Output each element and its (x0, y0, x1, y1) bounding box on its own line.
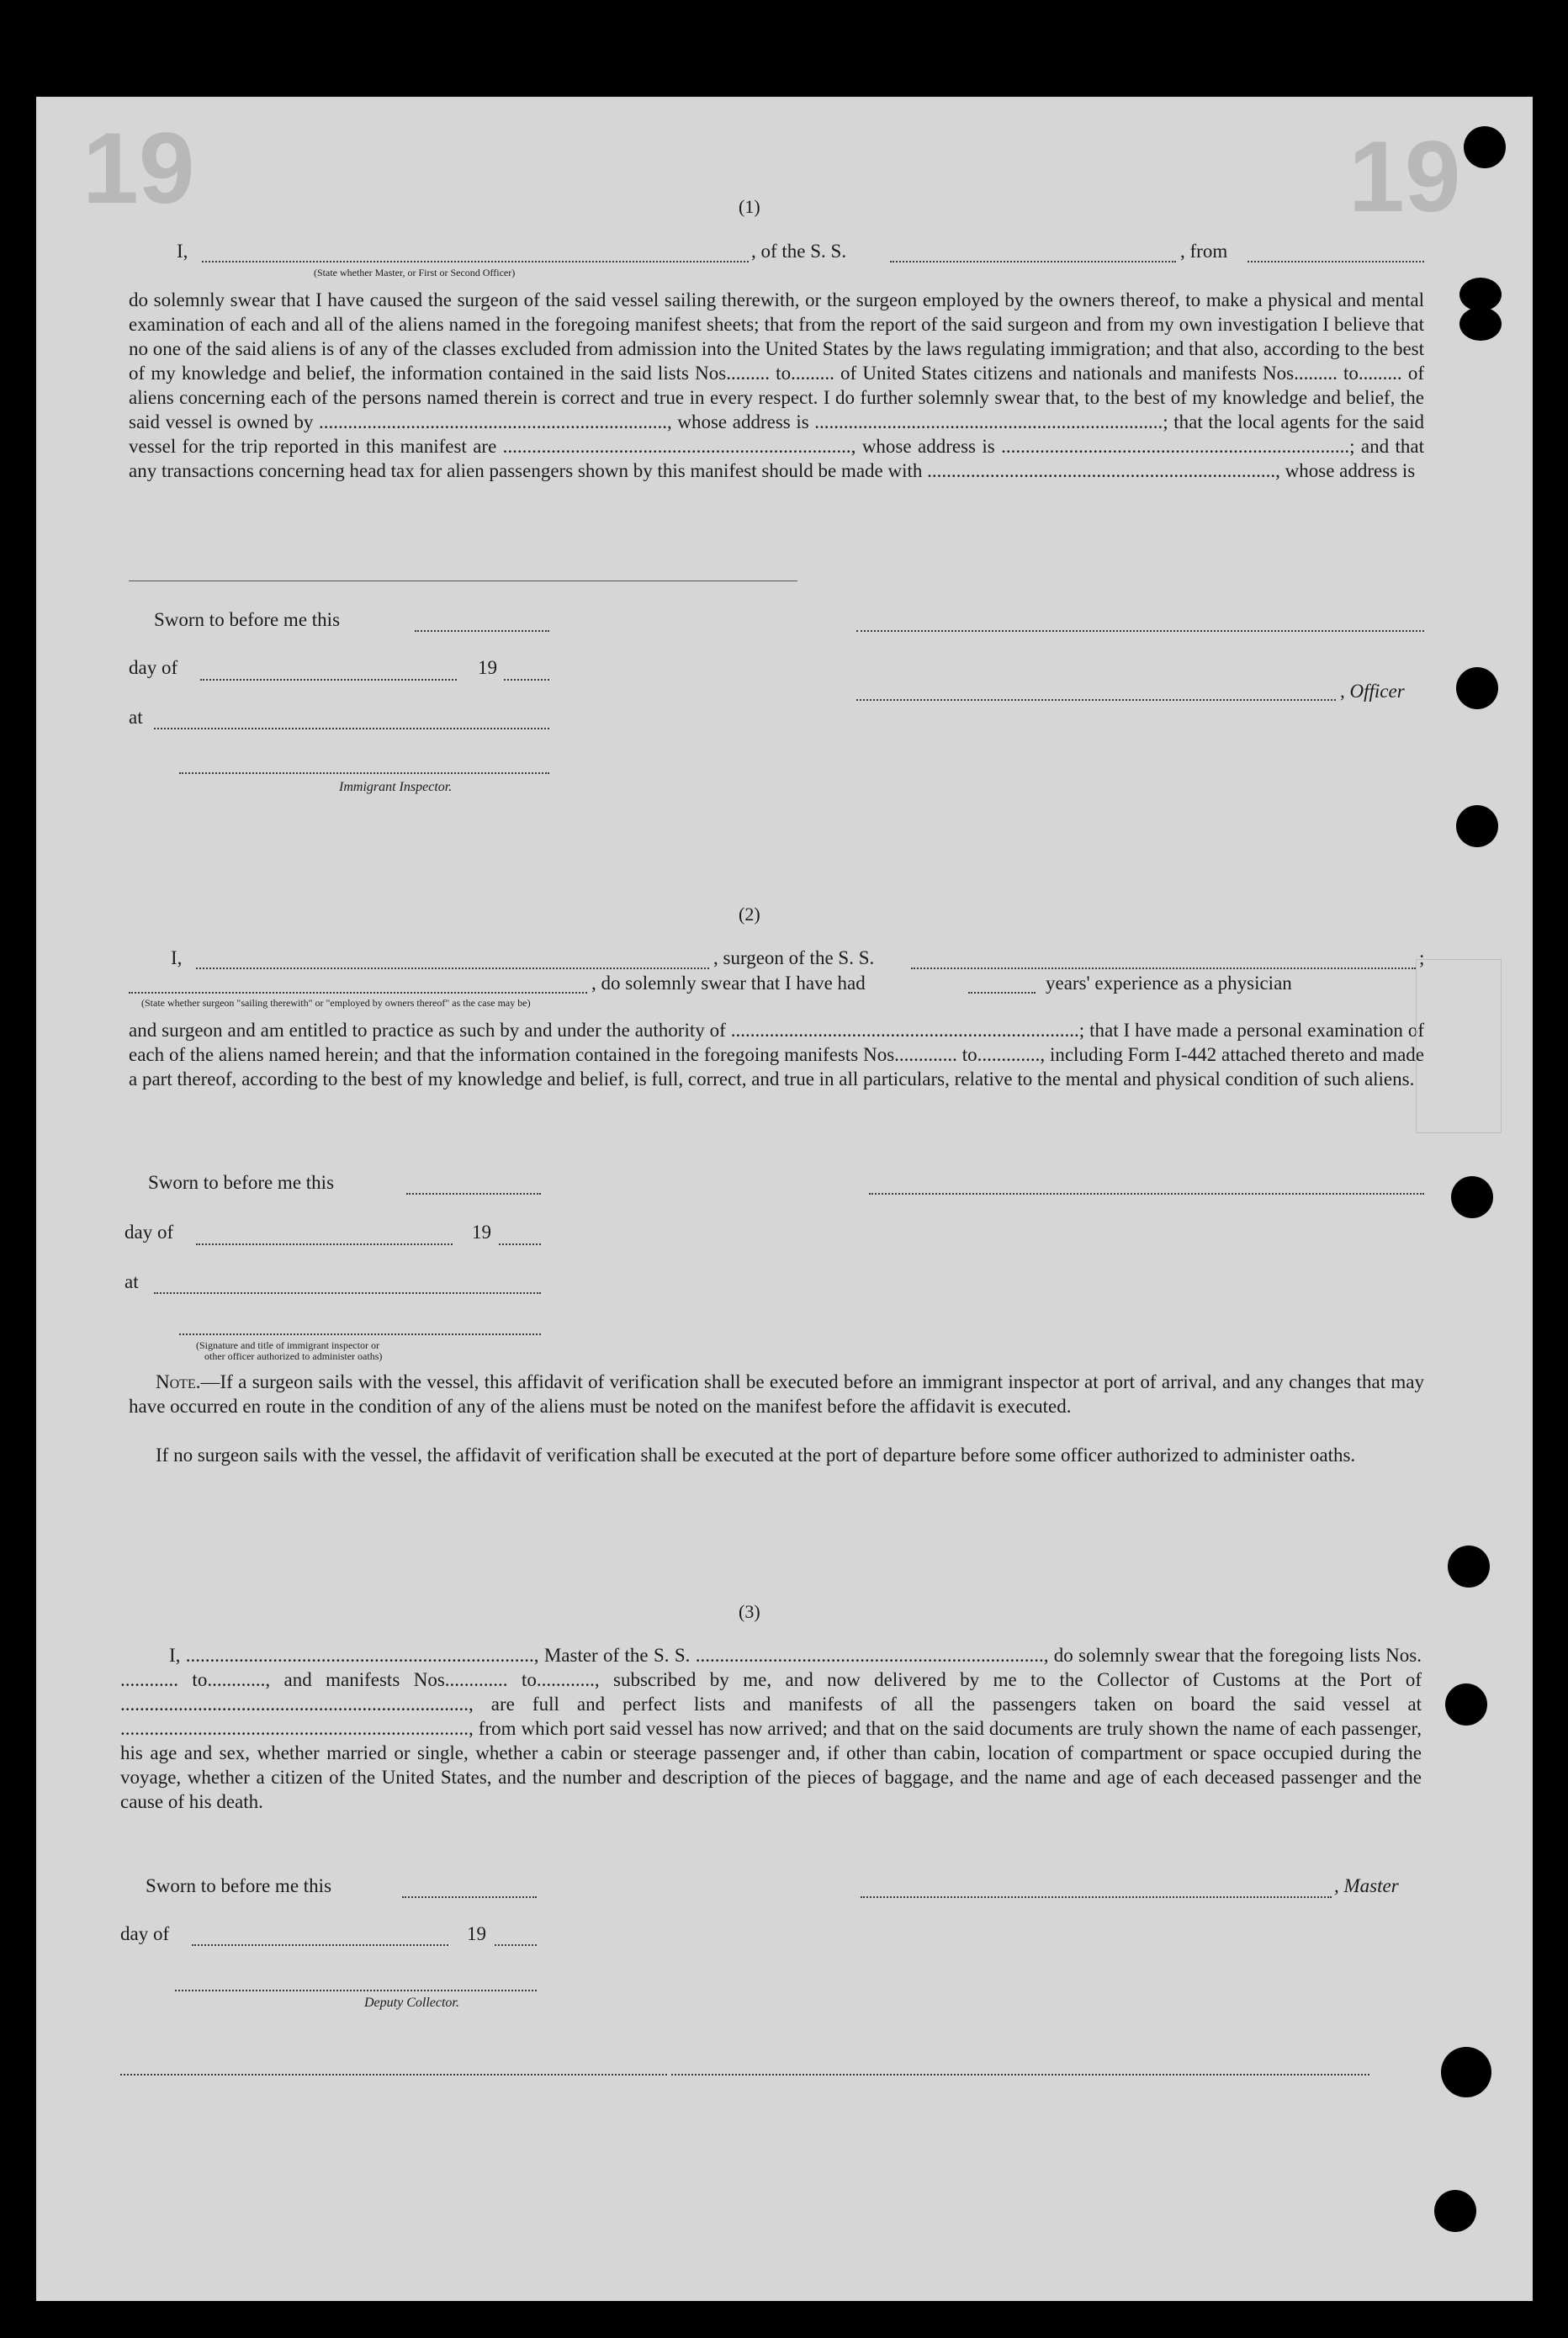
inspector-caption: Immigrant Inspector. (339, 780, 453, 794)
caption-surgeon-type: (State whether surgeon "sailing therewith" or "employed by owners thereof" as the case may be) (141, 997, 531, 1009)
sworn-label: Sworn to before me this (148, 1172, 335, 1193)
section-number: (2) (739, 904, 760, 925)
semicolon: ; (1419, 947, 1425, 968)
punch-hole (1434, 2190, 1476, 2232)
sworn-label: Sworn to before me this (146, 1875, 332, 1896)
affidavit-paragraph: I, ........................................................................, Master of the S. S. ........................................................................, do solemnly swear that the foregoing lists Nos. ............ to............, and manifests Nos............. to............, subscribed by me, and now delivered by me to the Collector of Customs at the Port of ........................................................................, are full and perfect lists and manifests of all the passengers taken on board the said vessel at ........................................................................, from which port said vessel has now arrived; and that on the said documents are truly shown the name of each passenger, his age and sex, whether married or single, whether a cabin or steerage passenger and, if other than cabin, location of compartment or space occupied during the voyage, whether a citizen of the United States, and the number and description of the pieces of baggage, and the name and age of each deceased passenger and the cause of his death. (120, 1645, 1422, 1812)
year-field[interactable] (495, 1944, 537, 1946)
swear-had-label: , do solemnly swear that I have had (591, 973, 866, 994)
caption-signature-line1: (Signature and title of immigrant inspector or (196, 1339, 379, 1351)
punch-hole (1459, 278, 1502, 311)
caption-master-officer: (State whether Master, or First or Second Officer) (314, 267, 516, 278)
ghost-page-number-left: 19 (82, 112, 195, 225)
section-number: (1) (739, 196, 760, 217)
master-signature-field[interactable] (861, 1896, 1332, 1898)
bottom-rule-right (671, 2074, 1369, 2076)
affidavit-paragraph: and surgeon and am entitled to practice as such by and under the authority of ........................................................................; that I have made a personal examination of each of the aliens named herein; and that the information contained in the foregoing manifests Nos............. to............., including Form I-442 attached thereto and made a part thereof, according to the best of my knowledge and belief, is full, correct, and true in all particulars, relative to the mental and physical condition of such aliens. (129, 1020, 1424, 1089)
collector-caption: Deputy Collector. (364, 1996, 459, 2010)
punch-hole (1448, 1545, 1490, 1588)
affidavit-paragraph: do solemnly swear that I have caused the surgeon of the said vessel sailing therewith, or the surgeon employed by the owners thereof, to make a physical and mental examination of each and all of the aliens named in the foregoing manifest sheets; that from the report of the said surgeon and from my own investigation I believe that no one of the said aliens is of any of the classes excluded from admission into the United States by the laws regulating immigration; and that also, according to the best of my knowledge and belief, the information contained in the said lists Nos......... to......... of United States citizens and nationals and manifests Nos......... to......... of aliens concerning each of the persons named therein is correct and true in every respect. I do further solemnly swear that, to the best of my knowledge and belief, the said vessel is owned by ........................................................................, whose address is ........................................................................; that the local agents for the said vessel for the trip reported in this manifest are ........................................................................, whose address is ........................................................................; and that any transactions concerning head tax for alien passengers shown by this manifest should be made with ........................................................................, whose address is (129, 289, 1424, 481)
sworn-label: Sworn to before me this (154, 609, 341, 630)
day-of-label: day of (129, 657, 178, 678)
officer-label: , Officer (1340, 681, 1405, 702)
day-of-field[interactable] (192, 1944, 448, 1946)
ghost-page-number-right: 19 (1348, 120, 1461, 233)
note-paragraph-2: If no surgeon sails with the vessel, the affidavit of verification shall be executed at the port of departure before some officer authorized to administer oaths. (156, 1445, 1356, 1466)
caption-signature-line2: other officer authorized to administer oaths) (204, 1350, 383, 1362)
year-label: 19 (478, 657, 497, 678)
punch-hole (1441, 2047, 1491, 2097)
years-experience-label: years' experience as a physician (1046, 973, 1292, 994)
day-of-label: day of (124, 1222, 174, 1243)
label-of-ss: , of the S. S. (751, 241, 847, 262)
affidavit-master-delivery (36, 97, 1533, 2301)
punch-hole (1459, 307, 1502, 341)
sworn-day-field[interactable] (402, 1896, 537, 1898)
punch-hole (1456, 667, 1498, 709)
at-label: at (124, 1271, 139, 1292)
note-label: Note. (156, 1371, 201, 1392)
label-i: I, (171, 947, 183, 968)
collector-signature-field[interactable] (175, 1990, 537, 1991)
label-i: I, (177, 241, 188, 262)
faint-stamp (1416, 959, 1502, 1133)
punch-hole (1456, 805, 1498, 847)
manifest-page (36, 97, 1533, 2301)
master-label: , Master (1334, 1875, 1399, 1896)
punch-hole (1451, 1176, 1493, 1218)
punch-hole (1445, 1683, 1487, 1726)
section-number: (3) (739, 1601, 760, 1622)
at-label: at (129, 707, 143, 728)
bottom-rule-left (120, 2074, 667, 2076)
year-label: 19 (472, 1222, 491, 1243)
punch-hole (1464, 126, 1506, 168)
day-of-label: day of (120, 1923, 170, 1944)
year-label: 19 (467, 1923, 486, 1944)
label-surgeon-of-ss: , surgeon of the S. S. (713, 947, 875, 968)
note-text: —If a surgeon sails with the vessel, this affidavit of verification shall be executed before an immigrant inspector at port of arrival, and any changes that may have occurred en route in the condition of any of the aliens must be noted on the manifest before the affidavit is executed. (129, 1371, 1424, 1417)
label-from: , from (1180, 241, 1228, 262)
